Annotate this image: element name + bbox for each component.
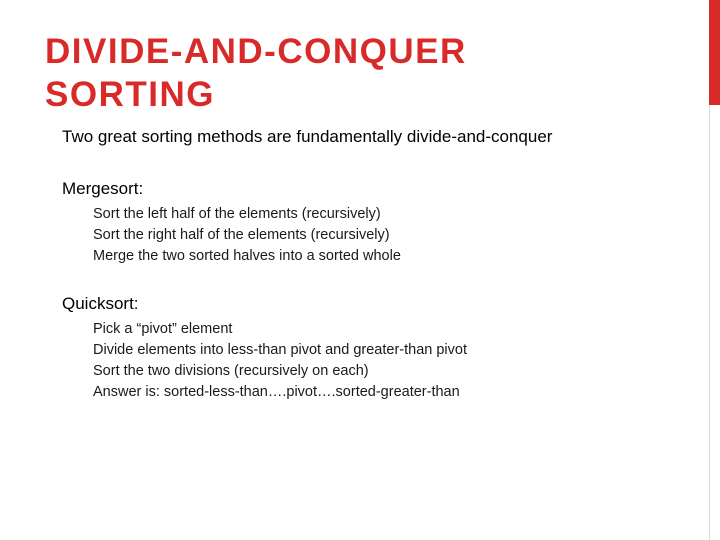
mergesort-step: Sort the right half of the elements (recursively) xyxy=(93,227,390,243)
quicksort-step: Answer is: sorted-less-than….pivot….sorted-greater-than xyxy=(93,384,460,400)
slide-title-line-1: DIVIDE-AND-CONQUER xyxy=(45,32,467,71)
mergesort-section xyxy=(62,178,692,267)
accent-bar xyxy=(709,0,720,105)
intro-text: Two great sorting methods are fundamentally divide-and-conquer xyxy=(62,127,553,146)
slide-title-line-2: SORTING xyxy=(45,75,215,114)
quicksort-step: Sort the two divisions (recursively on each) xyxy=(93,363,369,379)
quicksort-step: Divide elements into less-than pivot and greater-than pivot xyxy=(93,342,467,358)
quicksort-heading: Quicksort: xyxy=(62,294,139,313)
side-divider xyxy=(709,105,710,540)
quicksort-steps xyxy=(93,319,692,403)
mergesort-step: Sort the left half of the elements (recursively) xyxy=(93,206,381,222)
slide-title xyxy=(45,30,685,116)
mergesort-steps xyxy=(93,204,692,267)
mergesort-step: Merge the two sorted halves into a sorted whole xyxy=(93,248,401,264)
slide-body xyxy=(62,125,692,403)
mergesort-heading: Mergesort: xyxy=(62,179,144,198)
quicksort-step: Pick a “pivot” element xyxy=(93,321,233,337)
quicksort-section xyxy=(62,293,692,403)
